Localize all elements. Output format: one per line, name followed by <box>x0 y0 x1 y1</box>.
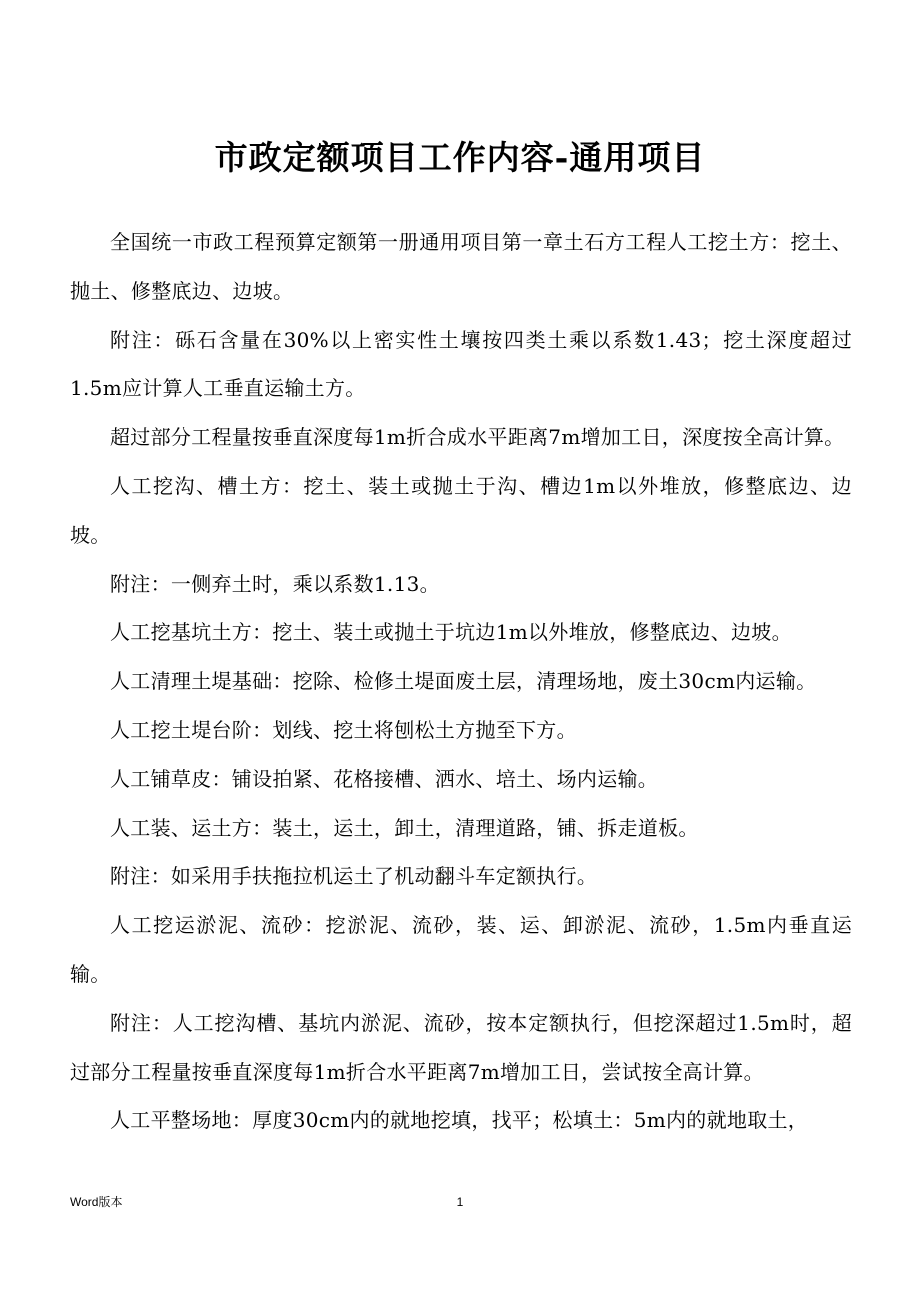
paragraph-6: 人工挖基坑土方：挖土、装土或抛土于坑边1m以外堆放，修整底边、边坡。 <box>110 620 792 645</box>
document-body <box>70 218 852 1145</box>
paragraph-1: 全国统一市政工程预算定额第一册通用项目第一章土石方工程人工挖土方：挖土、抛土、修整底边、边坡。 <box>70 230 852 303</box>
paragraph-8: 人工挖土堤台阶：划线、挖土将刨松土方抛至下方。 <box>110 717 577 742</box>
paragraph-3: 超过部分工程量按垂直深度每1m折合成水平距离7m增加工日，深度按全高计算。 <box>110 425 845 450</box>
paragraph-9: 人工铺草皮：铺设拍紧、花格接槽、洒水、培土、场内运输。 <box>110 766 659 791</box>
paragraph-10: 人工装、运土方：装土，运土，卸土，清理道路，铺、拆走道板。 <box>110 815 699 840</box>
paragraph-12: 人工挖运淤泥、流砂：挖淤泥、流砂，装、运、卸淤泥、流砂，1.5m内垂直运输。 <box>70 913 852 986</box>
footer-version-label: Word版本 <box>70 1195 123 1209</box>
page-title: 市政定额项目工作内容-通用项目 <box>214 138 706 177</box>
paragraph-2: 附注：砾石含量在30%以上密实性土壤按四类土乘以系数1.43；挖土深度超过1.5m应计算人工垂直运输土方。 <box>70 327 852 401</box>
paragraph-5: 附注：一侧弃土时，乘以系数1.13。 <box>110 571 440 596</box>
paragraph-4: 人工挖沟、槽土方：挖土、装土或抛土于沟、槽边1m以外堆放，修整底边、边坡。 <box>70 473 852 547</box>
paragraph-11: 附注：如采用手扶拖拉机运土了机动翻斗车定额执行。 <box>110 864 598 889</box>
paragraph-7: 人工清理土堤基础：挖除、检修土堤面废土层，清理场地，废土30cm内运输。 <box>110 669 817 694</box>
paragraph-13: 附注：人工挖沟槽、基坑内淤泥、流砂，按本定额执行，但挖深超过1.5m时，超过部分工程量按垂直深度每1m折合水平距离7m增加工日，尝试按全高计算。 <box>70 1010 852 1084</box>
footer-page-number: 1 <box>456 1195 464 1209</box>
paragraph-14: 人工平整场地：厚度30cm内的就地挖填，找平；松填土：5m内的就地取土， <box>110 1108 809 1133</box>
